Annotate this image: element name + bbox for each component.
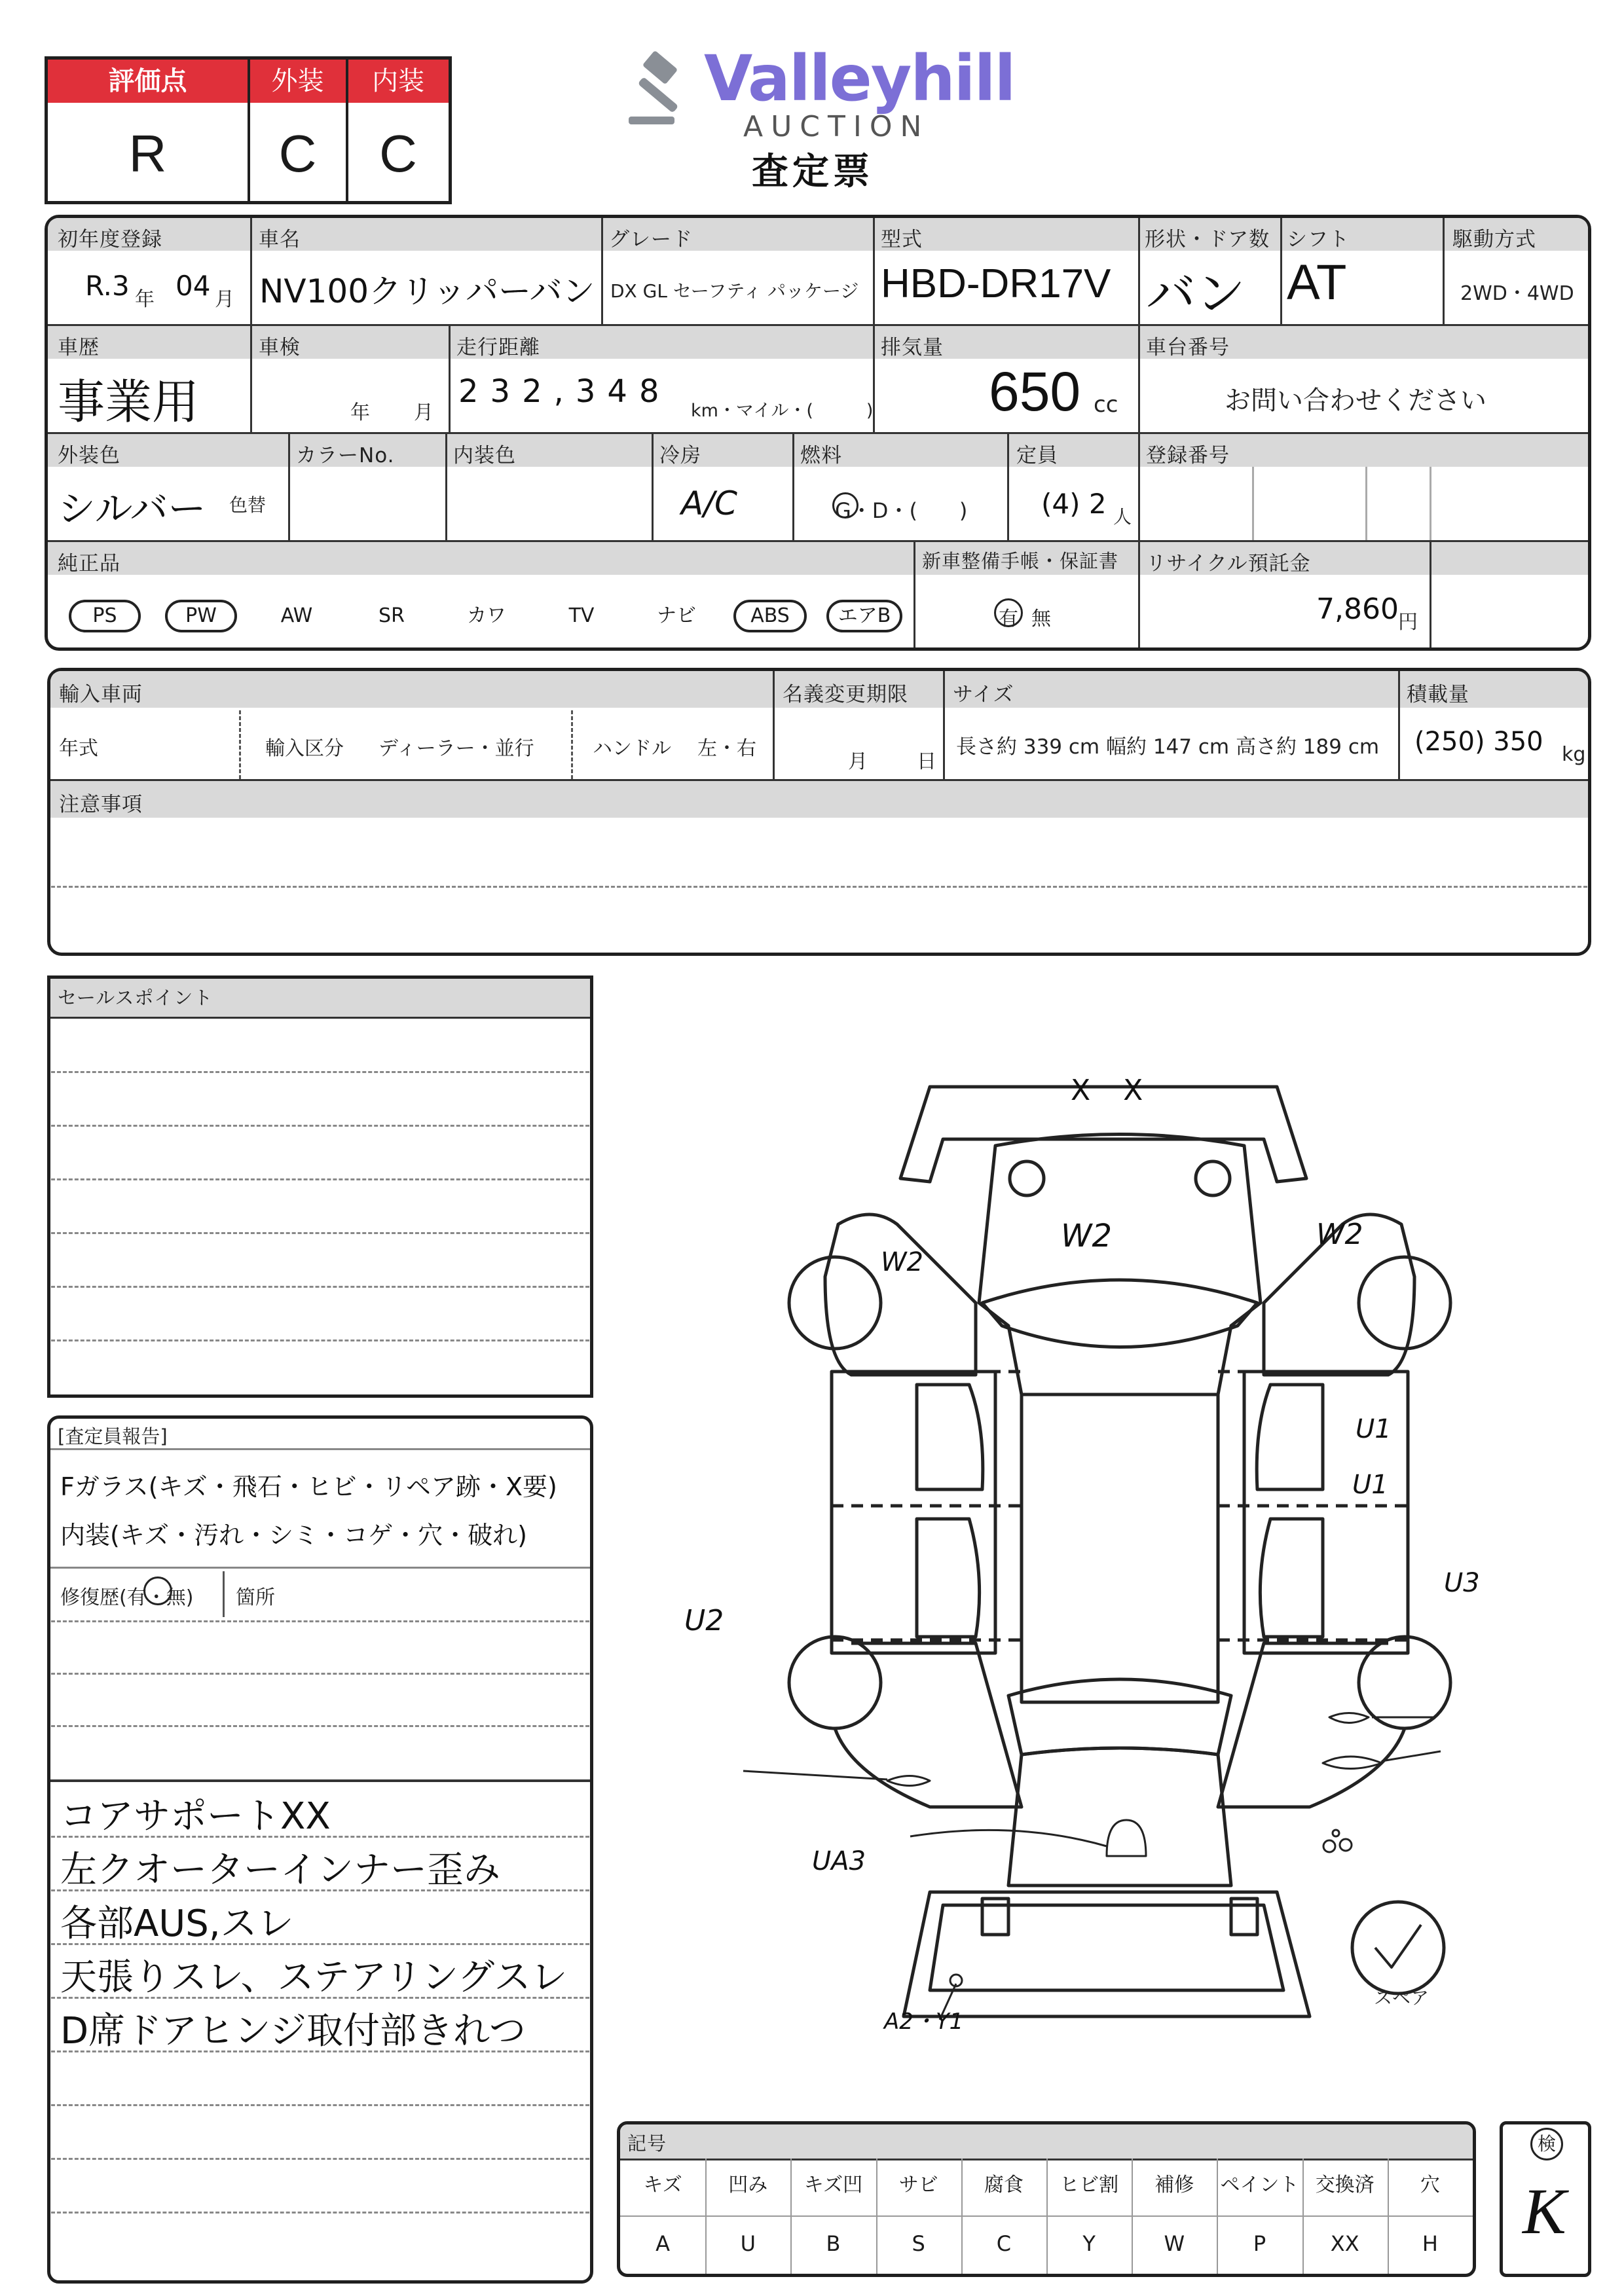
repair-yes-circle [143,1576,172,1605]
legend-code: S [912,2231,925,2256]
first-reg-month-unit: 月 [215,288,234,311]
genuine-label: 純正品 [58,552,120,575]
load-value: (250) 350 [1414,727,1543,757]
shift-value: AT [1287,255,1347,310]
name-change-label: 名義変更期限 [783,683,908,706]
legend-header: ペイント [1220,2174,1299,2196]
chassis-label: 車台番号 [1146,336,1230,359]
first-reg-label: 初年度登録 [58,228,162,251]
import-label: 輸入車両 [59,683,143,706]
mark-u3: U3 [1444,1568,1480,1598]
inspection-label: 車検 [259,336,301,359]
legend-label: 記号 [627,2132,667,2155]
inspection-year-unit: 年 [350,401,370,424]
body-value: バン [1146,264,1246,323]
grade-value: R [128,124,167,183]
displacement-label: 排気量 [881,336,944,359]
legend-code: B [826,2231,841,2256]
grade-name-label: グレード [609,228,693,251]
mileage-value: 232,348 [458,373,671,410]
size-label: サイズ [953,683,1014,706]
legend-code: W [1164,2231,1185,2256]
mark-left-w2: W2 [881,1247,923,1277]
legend-code: U [740,2231,756,2256]
mark-ua3: UA3 [812,1846,866,1876]
model-label: 型式 [881,228,923,251]
option-aw: AW [280,604,313,627]
remark-5: D席ドアヒンジ取付部きれつ [60,2010,526,2052]
mileage-unit: km・マイル・( ) [691,401,874,421]
reg-no-label: 登録番号 [1146,444,1230,467]
legend-header: キズ [643,2174,682,2196]
drive-label: 駆動方式 [1452,228,1536,251]
shift-label: シフト [1287,228,1350,251]
recycle-label: リサイクル預託金 [1146,552,1311,575]
import-class-label: 輸入区分 [265,737,344,760]
color-change: 色替 [229,494,267,516]
option-leather: カワ [467,604,506,627]
sales-point-box [47,975,593,1398]
exterior-value: C [278,124,317,183]
grade-label: 評価点 [48,60,248,103]
mark-a2-y1: A2・Y1 [884,2009,964,2035]
legend-code: XX [1330,2231,1359,2256]
option-airbag: エアB [826,600,902,632]
legend-header: 凹み [728,2174,768,2196]
mark-right-w2: W2 [1316,1218,1363,1251]
legend-code: C [996,2231,1012,2256]
stamp-value: K [1522,2175,1566,2248]
model-value: HBD-DR17V [881,261,1111,306]
remark-4: 天張りスレ、ステアリングスレ [60,1956,568,1999]
spare-label: スペア [1374,1987,1430,2009]
logo-sub: AUCTION [743,110,930,143]
interior-color-label: 内装色 [453,444,516,467]
legend-code: P [1253,2231,1266,2256]
first-reg-era: R.3 [85,270,130,302]
name-change-month: 月 [848,750,868,773]
grade-value-text: DX GL セーフティ パッケージ [610,280,859,302]
inspector-label: [査定員報告] [58,1425,168,1448]
option-sr: SR [378,604,405,627]
color-value: シルバー [58,486,206,531]
capacity-label: 定員 [1016,444,1058,467]
legend-header: サビ [898,2174,938,2196]
legend-header: 腐食 [984,2174,1024,2196]
mark-rear-w2: W2 [1061,1218,1112,1254]
recycle-unit: 円 [1398,611,1418,634]
handle-options: 左・右 [697,737,756,760]
notes-label: 注意事項 [59,793,143,816]
history-value: 事業用 [58,374,200,429]
displacement-unit: cc [1094,392,1118,418]
legend-header: 補修 [1154,2174,1194,2196]
body-label: 形状・ドア数 [1145,228,1270,251]
manual-yes-circle [994,598,1023,627]
mileage-label: 走行距離 [456,336,540,359]
part-label: 箇所 [236,1586,275,1609]
name-change-day: 日 [917,750,936,773]
handle-label: ハンドル [593,737,671,760]
import-year-label: 年式 [59,737,98,760]
inspection-month-unit: 月 [414,401,434,424]
sheet-title: 査定票 [752,151,874,193]
load-label: 積載量 [1407,683,1469,706]
repair-label: 修復歴(有・無) [60,1586,194,1609]
legend-header: キズ凹 [803,2174,863,2196]
drive-value: 2WD・4WD [1460,282,1574,305]
remark-3: 各部AUS,スレ [60,1903,294,1945]
manual-label: 新車整備手帳・保証書 [922,550,1119,572]
import-class-options: ディーラー・並行 [378,737,534,760]
chassis-value: お問い合わせください [1225,386,1486,416]
sales-point-label: セールスポイント [58,987,213,1009]
manual-no: 無 [1031,608,1051,630]
mark-u2: U2 [684,1604,724,1637]
load-unit: kg [1562,743,1586,766]
mark-rear-xx: X X [1071,1074,1155,1107]
remark-2: 左クオーターインナー歪み [60,1849,500,1891]
option-ps: PS [69,600,141,632]
legend-header: 穴 [1420,2174,1440,2196]
legend-code: Y [1082,2231,1096,2256]
exterior-label: 外装 [249,60,346,103]
option-pw: PW [165,600,237,632]
interior-label: 内装 [348,60,449,103]
option-abs: ABS [733,600,807,632]
mark-u1-upper: U1 [1356,1414,1392,1444]
stamp-circle: 検 [1530,2128,1563,2160]
history-label: 車歴 [58,336,100,359]
option-tv: TV [568,604,595,627]
fuel-value: G・D・( ) [835,498,968,523]
ac-value: A/C [681,484,737,522]
legend-header: ヒビ割 [1060,2174,1119,2196]
ac-label: 冷房 [659,444,701,467]
capacity-value: (4) 2 [1041,488,1107,520]
capacity-unit: 人 [1113,506,1132,528]
color-label: 外装色 [58,444,120,467]
logo-main: Valleyhill [704,42,1015,115]
name-label: 車名 [259,228,301,251]
size-value: 長さ約 339 cm 幅約 147 cm 高さ約 189 cm [956,735,1380,759]
legend-header: 交換済 [1315,2174,1375,2196]
legend-code: H [1422,2231,1438,2256]
mark-u1-lower: U1 [1352,1470,1388,1500]
first-reg-month: 04 [175,270,211,302]
option-navi: ナビ [657,604,696,627]
color-no-label: カラーNo. [296,444,395,467]
legend-code: A [655,2231,671,2256]
fuel-label: 燃料 [800,444,842,467]
interior-value: C [379,124,417,183]
gavel-icon [622,46,707,131]
remark-1: コアサポートXX [60,1795,331,1838]
first-reg-year-unit: 年 [135,288,155,311]
recycle-value: 7,860 [1316,592,1399,626]
interior-line: 内装(キズ・汚れ・シミ・コゲ・穴・破れ) [60,1521,527,1550]
glass-line: Fガラス(キズ・飛石・ヒビ・リペア跡・X要) [60,1472,557,1501]
displacement-value: 650 [989,361,1081,422]
fuel-gas-circle [832,492,858,519]
manual-yes: 有 [999,608,1018,630]
vehicle-name: NV100クリッパーバン [259,272,595,310]
